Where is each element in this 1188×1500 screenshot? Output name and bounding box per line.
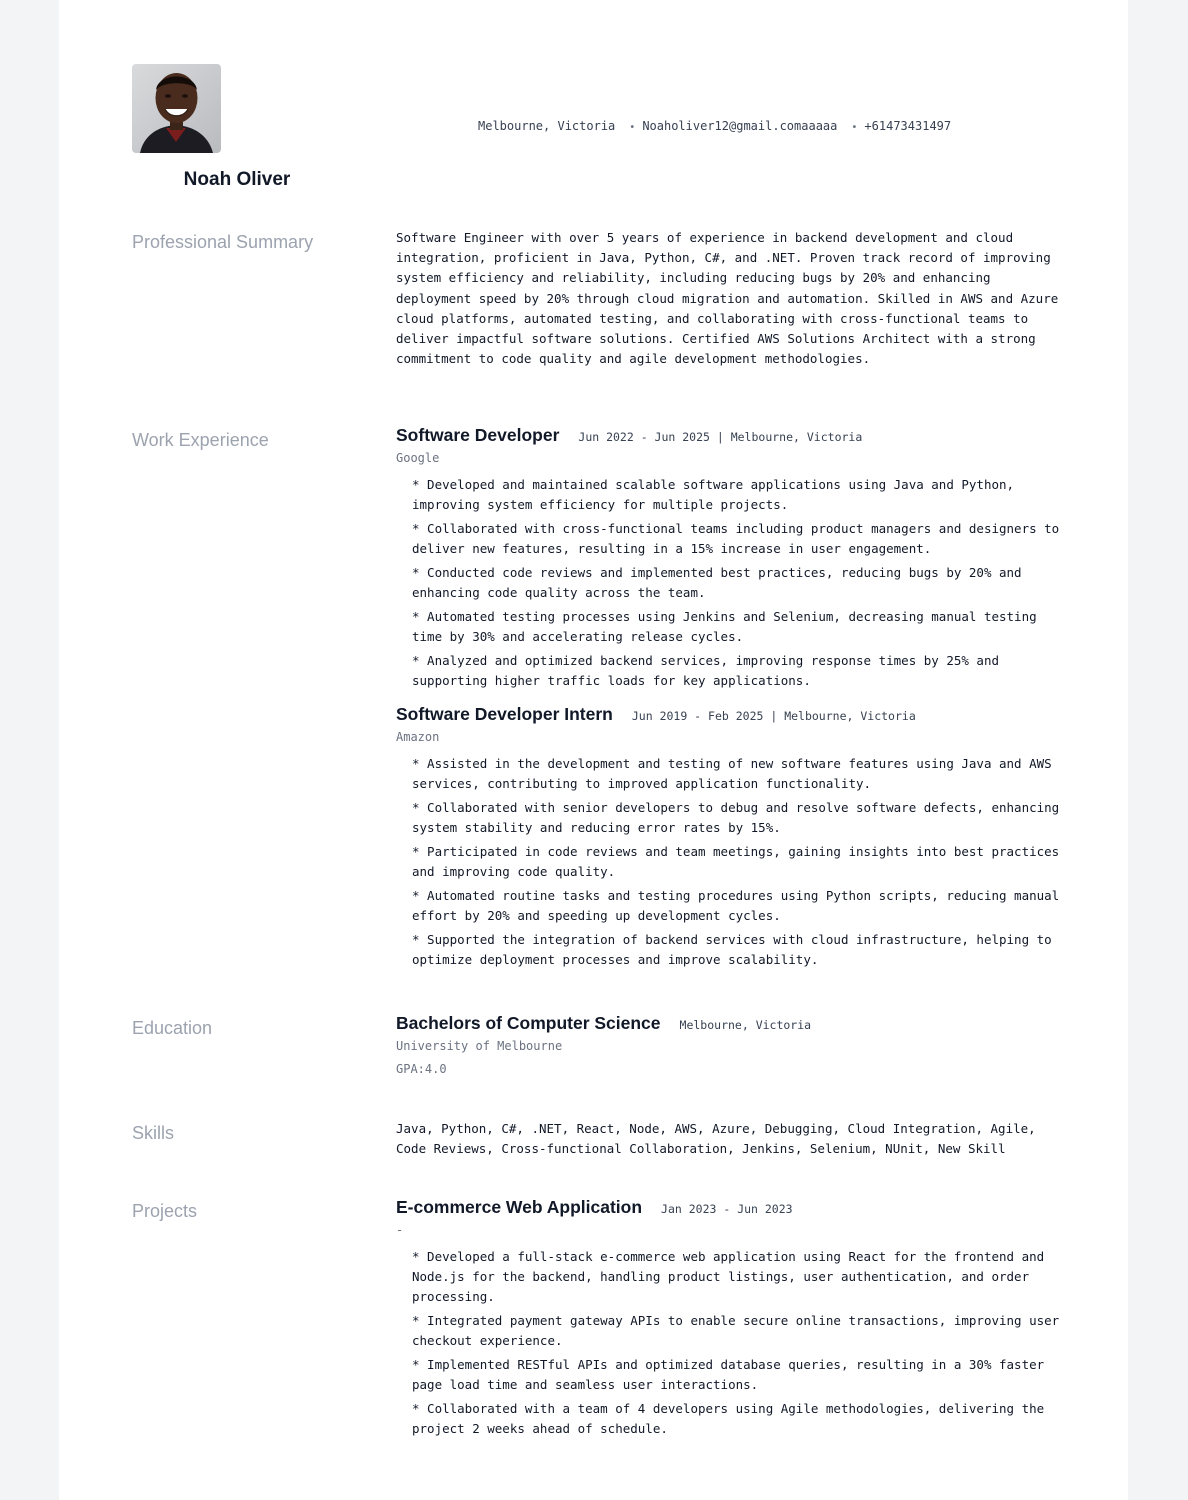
project-entry xyxy=(396,1197,1061,1443)
resume-page xyxy=(59,0,1128,1500)
job-meta: Jun 2019 - Feb 2025 | Melbourne, Victoria xyxy=(631,709,916,723)
list-item: * Analyzed and optimized backend services, improving response times by 25% and supporting higher traffic loads for key applications. xyxy=(412,653,999,688)
list-item: * Collaborated with senior developers to debug and resolve software defects, enhancing system stability and reducing error rates by 15%. xyxy=(412,800,1060,835)
education-location: Melbourne, Victoria xyxy=(679,1018,812,1032)
list-item: * Implemented RESTful APIs and optimized database queries, resulting in a 30% faster page load time and seamless user interactions. xyxy=(412,1357,1045,1392)
skills-text: Java, Python, C#, .NET, React, Node, AWS, Azure, Debugging, Cloud Integration, Agile, Code Reviews, Cross-functional Collaboration, Jenkins, Selenium, NUnit, New Skill xyxy=(396,1121,1036,1157)
section-label-experience: Work Experience xyxy=(132,430,269,450)
profile-photo xyxy=(132,64,221,153)
gpa: GPA:4.0 xyxy=(396,1062,447,1076)
list-item: * Collaborated with a team of 4 developers using Agile methodologies, delivering the project 2 weeks ahead of schedule. xyxy=(412,1401,1045,1436)
list-item: * Assisted in the development and testing of new software features using Java and AWS services, contributing to improved application functionality. xyxy=(412,756,1052,791)
job-company: Amazon xyxy=(396,730,440,744)
contact-email[interactable]: Noaholiver12@gmail.comaaaaa xyxy=(642,119,838,133)
job-title: Software Developer xyxy=(396,425,560,445)
experience-entry xyxy=(396,704,1061,974)
list-item: * Participated in code reviews and team meetings, gaining insights into best practices and improving code quality. xyxy=(412,844,1060,879)
contact-line xyxy=(478,119,951,133)
list-item: * Collaborated with cross-functional teams including product managers and designers to deliver new features, resulting in a 15% increase in user engagement. xyxy=(412,521,1060,556)
list-item: * Automated testing processes using Jenkins and Selenium, decreasing manual testing time by 30% and accelerating release cycles. xyxy=(412,609,1037,644)
contact-phone[interactable]: +61473431497 xyxy=(864,119,952,133)
avatar xyxy=(132,64,221,153)
section-label-education: Education xyxy=(132,1018,213,1038)
job-bullets xyxy=(396,754,1061,970)
summary-text: Software Engineer with over 5 years of experience in backend development and cloud integration, proficient in Java, Python, C#, and .NET. Proven track record of improving system efficiency and reliability, including reducing bugs by 20% and enhancing deployment speed by 20% through cloud migration and automation. Skilled in AWS and Azure cloud platforms, automated testing, and collaborating with cross-functional teams to deliver impactful software solutions. Certified AWS Solutions Architect with a strong commitment to code quality and agile development methodologies. xyxy=(396,230,1059,367)
experience-entry xyxy=(396,425,1061,695)
degree-title: Bachelors of Computer Science xyxy=(396,1013,661,1033)
contact-location: Melbourne, Victoria xyxy=(478,119,616,133)
list-item: * Automated routine tasks and testing procedures using Python scripts, reducing manual effort by 20% and speeding up development cycles. xyxy=(412,888,1060,923)
job-title: Software Developer Intern xyxy=(396,704,613,724)
list-item: * Supported the integration of backend services with cloud infrastructure, helping to optimize deployment processes and improve scalability. xyxy=(412,932,1052,967)
section-label-summary: Professional Summary xyxy=(132,232,314,252)
project-title: E-commerce Web Application xyxy=(396,1197,643,1217)
section-label-skills: Skills xyxy=(132,1123,175,1143)
job-bullets xyxy=(396,475,1061,691)
project-bullets xyxy=(396,1247,1061,1439)
separator-dot: • xyxy=(629,122,636,133)
section-label-projects: Projects xyxy=(132,1201,198,1221)
list-item: * Developed a full-stack e-commerce web application using React for the frontend and Node.js for the backend, handling product listings, user authentication, and order processing. xyxy=(412,1249,1045,1304)
list-item: * Integrated payment gateway APIs to enable secure online transactions, improving user checkout experience. xyxy=(412,1313,1060,1348)
project-meta: Jan 2023 - Jun 2023 xyxy=(661,1202,793,1216)
school-name: University of Melbourne xyxy=(396,1039,563,1053)
project-sub: - xyxy=(396,1223,404,1237)
candidate-name: Noah Oliver xyxy=(183,169,291,190)
separator-dot: • xyxy=(851,122,858,133)
education-entry xyxy=(396,1013,1061,1076)
list-item: * Conducted code reviews and implemented best practices, reducing bugs by 20% and enhancing code quality across the team. xyxy=(412,565,1022,600)
list-item: * Developed and maintained scalable software applications using Java and Python, improving system efficiency for multiple projects. xyxy=(412,477,1015,512)
job-company: Google xyxy=(396,451,440,465)
job-meta: Jun 2022 - Jun 2025 | Melbourne, Victoria xyxy=(578,430,863,444)
